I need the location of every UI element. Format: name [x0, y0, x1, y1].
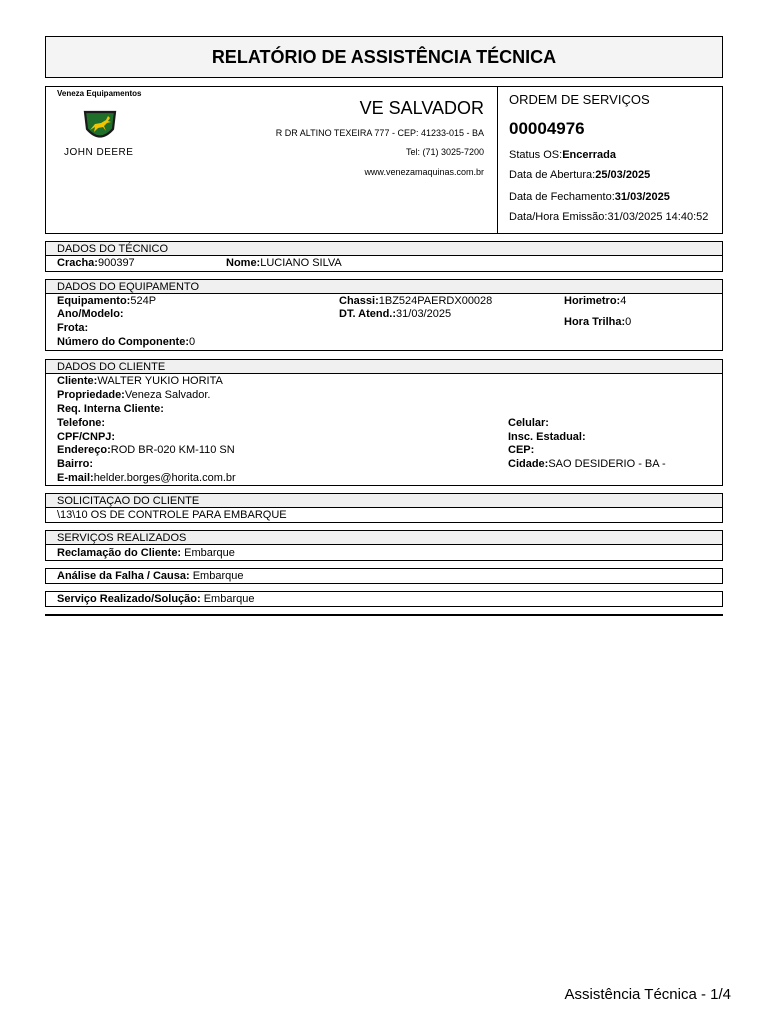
- request-heading: SOLICITAÇAO DO CLIENTE: [46, 494, 722, 508]
- client-address: Endereço:ROD BR-020 KM-110 SN: [57, 444, 235, 456]
- bottom-rule: [45, 614, 723, 616]
- equipment-track-hours: Hora Trilha:0: [564, 316, 632, 328]
- client-property: Propriedade:Veneza Salvador.: [57, 389, 211, 401]
- client-state-registration: Insc. Estadual:: [508, 431, 586, 443]
- page-footer: Assistência Técnica - 1/4: [564, 986, 731, 1003]
- client-mobile: Celular:: [508, 417, 549, 429]
- equipment-hourmeter: Horimetro:4: [564, 295, 627, 307]
- client-name: Cliente:WALTER YUKIO HORITA: [57, 375, 223, 387]
- equipment-section: [45, 279, 723, 351]
- equipment-heading: DADOS DO EQUIPAMENTO: [46, 280, 722, 294]
- report-title: RELATÓRIO DE ASSISTÊNCIA TÉCNICA: [45, 36, 723, 78]
- services-complaint: Reclamação do Cliente: Embarque: [57, 547, 235, 559]
- header-divider: [497, 87, 498, 233]
- technician-heading: DADOS DO TÉCNICO: [46, 242, 722, 256]
- order-number: 00004976: [509, 119, 585, 138]
- order-closing-date: Data de Fechamento:31/03/2025: [509, 191, 670, 203]
- client-internal-req: Req. Interna Cliente:: [57, 403, 164, 415]
- technician-badge: Cracha:900397: [57, 257, 135, 269]
- client-phone: Telefone:: [57, 417, 106, 429]
- services-section: [45, 530, 723, 561]
- dealer-name: Veneza Equipamentos: [57, 89, 142, 98]
- order-opening-date: Data de Abertura:25/03/2025: [509, 169, 651, 181]
- company-address: R DR ALTINO TEXEIRA 777 - CEP: 41233-015 - BA: [275, 128, 484, 138]
- equipment-chassis: Chassi:1BZ524PAERDX00028: [339, 295, 493, 307]
- deer-icon: [81, 109, 119, 148]
- company-website: www.venezamaquinas.com.br: [364, 167, 484, 177]
- request-section: [45, 493, 723, 523]
- services-analysis: Análise da Falha / Causa: Embarque: [57, 570, 244, 582]
- equipment-model: Equipamento:524P: [57, 295, 157, 307]
- equipment-fleet: Frota:: [57, 322, 89, 334]
- services-heading: SERVIÇOS REALIZADOS: [46, 531, 722, 545]
- order-status: Status OS:Encerrada: [509, 149, 617, 161]
- client-heading: DADOS DO CLIENTE: [46, 360, 722, 374]
- client-section: [45, 359, 723, 486]
- technician-name: Nome:LUCIANO SILVA: [226, 257, 342, 269]
- client-city: Cidade:SAO DESIDERIO - BA -: [508, 458, 666, 470]
- equipment-service-date: DT. Atend.:31/03/2025: [339, 308, 452, 320]
- client-district: Bairro:: [57, 458, 94, 470]
- brand-name: JOHN DEERE: [64, 147, 134, 158]
- technician-section: [45, 241, 723, 272]
- services-solution-box: [45, 591, 723, 607]
- services-solution: Serviço Realizado/Solução: Embarque: [57, 593, 255, 605]
- client-cep: CEP:: [508, 444, 535, 456]
- services-analysis-box: [45, 568, 723, 584]
- company-phone: Tel: (71) 3025-7200: [405, 147, 484, 157]
- equipment-component: Número do Componente:0: [57, 336, 196, 348]
- equipment-year: Ano/Modelo:: [57, 308, 124, 320]
- header-block: [45, 86, 723, 234]
- request-text: \13\10 OS DE CONTROLE PARA EMBARQUE: [57, 509, 287, 521]
- company-name: VE SALVADOR: [359, 98, 484, 118]
- client-email: E-mail:helder.borges@horita.com.br: [57, 472, 236, 484]
- order-emission-date: Data/Hora Emissão:31/03/2025 14:40:52: [509, 211, 709, 223]
- order-heading: ORDEM DE SERVIÇOS: [509, 92, 650, 107]
- client-cpf: CPF/CNPJ:: [57, 431, 116, 443]
